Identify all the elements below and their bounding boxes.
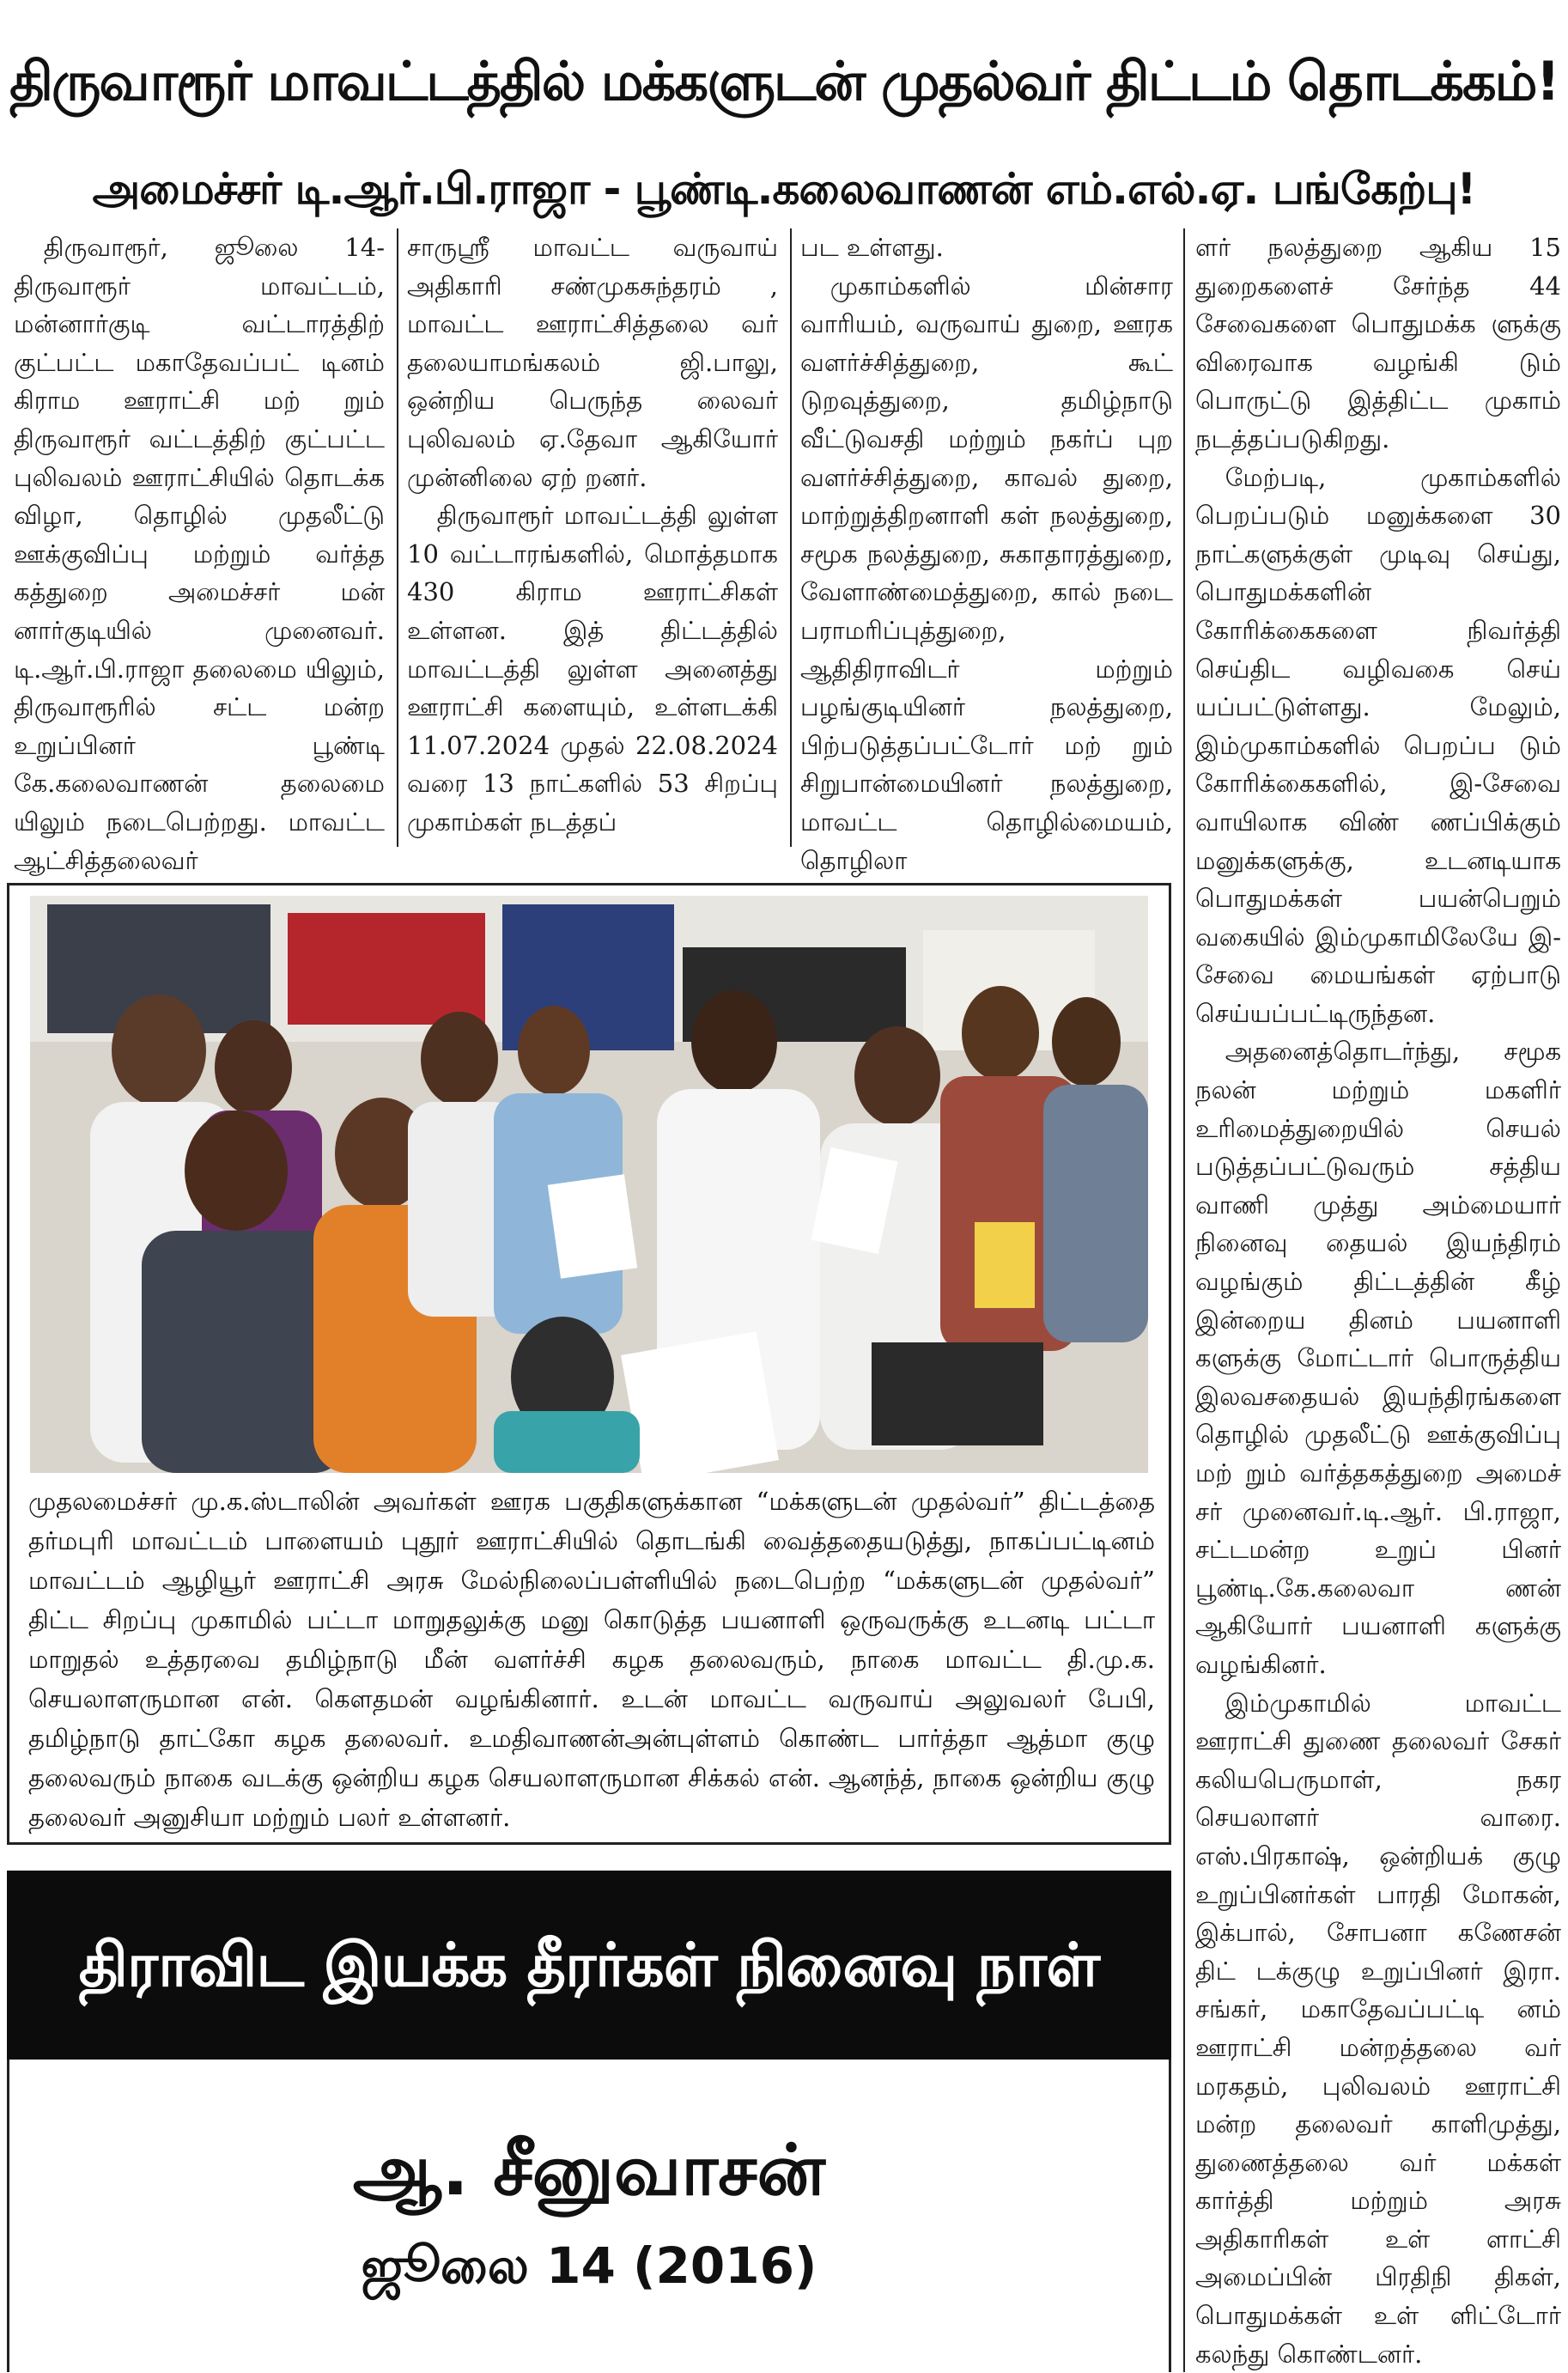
article-column-3 (800, 228, 1173, 875)
column-divider (790, 228, 792, 847)
crowd-photo-illustration (30, 896, 1148, 1473)
photo-box (7, 883, 1171, 1845)
news-photo (30, 896, 1148, 1473)
article-column-1 (14, 228, 385, 875)
memorial-name: ஆ. சீனுவாசன் (352, 2130, 826, 2212)
paragraph: இம்முகாமில் மாவட்ட ஊராட்சி துணை தலைவர் சேகர் கலியபெருமாள், நகர செயலாளர் வாரை. எஸ்.பிரகாஷ், ஒன்றியக் குழு உறுப்பினர்கள் பாரதி மோகன், இக்பால், சோபனா கணேசன் திட் டக்குழு உறுப்பினர் இரா. சங்கர், மகாதேவப்பட்டி னம் ஊராட்சி மன்றத்தலை வர் மரகதம், புலிவலம் ஊராட்சி மன்ற தலைவர் காளிமுத்து, துணைத்தலை வர் மக்கள் கார்த்தி மற்றும் அரசு அதிகாரிகள் உள் ளாட்சி அமைப்பின் பிரதிநி திகள், பொதுமக்கள் உள் ளிட்டோர் கலந்து கொண்டனர். (1195, 1688, 1561, 2369)
headline: திருவாரூர் மாவட்டத்தில் மக்களுடன் முதல்வர் திட்டம் தொடக்கம்! (9, 50, 1559, 113)
article-column-2 (407, 228, 778, 854)
column-divider (1183, 228, 1185, 2372)
paragraph: மேற்படி, முகாம்களில் பெறப்படும் மனுக்களை 30 நாட்களுக்குள் முடிவு செய்து, பொதுமக்களின் கோரிக்கைகளை நிவர்த்தி செய்திட வழிவகை செய் யப்பட்டுள்ளது. மேலும், இம்முகாம்களில் பெறப்ப டும் கோரிக்கைகளில், இ-சேவை வாயிலாக விண் ணப்பிக்கும் மனுக்களுக்கு, உடனடியாக பொதுமக்கள் பயன்பெறும் வகையில் இம்முகாமிலேயே இ-சேவை மையங்கள் ஏற்பாடு செய்யப்பட்டிருந்தன. (1195, 462, 1561, 1028)
memorial-banner: திராவிட இயக்க தீரர்கள் நினைவு நாள் (7, 1871, 1171, 2060)
paragraph: திருவாரூர் மாவட்டத்தி லுள்ள 10 வட்டாரங்களில், மொத்தமாக 430 கிராம ஊராட்சிகள் உள்ளன. இத் திட்டத்தில் மாவட்டத்தி லுள்ள அனைத்து ஊராட்சி களையும், உள்ளடக்கி 11.07.2024 முதல் 22.08.2024 வரை 13 நாட்களில் 53 சிறப்பு முகாம்கள் நடத்தப் (407, 501, 778, 837)
memorial-box (7, 2060, 1171, 2372)
paragraph: முகாம்களில் மின்சார வாரியம், வருவாய் துறை, ஊரக வளர்ச்சித்துறை, கூட் டுறவுத்துறை, தமிழ்நாடு வீட்டுவசதி மற்றும் நகர்ப் புற வளர்ச்சித்துறை, காவல் துறை, மாற்றுத்திறனாளி கள் நலத்துறை, சமூக நலத்துறை, சுகாதாரத்துறை, வேளாண்மைத்துறை, கால் நடை பராமரிப்புத்துறை, ஆதிதிராவிடர் மற்றும் பழங்குடியினர் நலத்துறை, பிற்படுத்தப்பட்டோர் மற் றும் சிறுபான்மையினர் நலத்துறை, மாவட்ட தொழில்மையம், தொழிலா (800, 271, 1173, 875)
paragraph: திருவாரூர், ஜூலை 14- திருவாரூர் மாவட்டம், மன்னார்குடி வட்டாரத்திற் குட்பட்ட மகாதேவப்பட் டினம் கிராம ஊராட்சி மற் றும் திருவாரூர் வட்டத்திற் குட்பட்ட புலிவலம் ஊராட்சியில் தொடக்க விழா, தொழில் முதலீட்டு ஊக்குவிப்பு மற்றும் வர்த்த கத்துறை அமைச்சர் மன் னார்குடியில் முனைவர். டி.ஆர்.பி.ராஜா தலைமை யிலும், திருவாரூரில் சட்ட மன்ற உறுப்பினர் பூண்டி கே.கலைவாணன் தலைமை யிலும் நடைபெற்றது. மாவட்ட ஆட்சித்தலைவர் (14, 233, 385, 875)
article-column-4 (1195, 228, 1561, 2372)
paragraph: சாருஸ்ரீ மாவட்ட வருவாய் அதிகாரி சண்முகசுந்தரம் , மாவட்ட ஊராட்சித்தலை வர் தலையாமங்கலம் ஜி.பாலு, ஒன்றிய பெருந்த லைவர் புலிவலம் ஏ.தேவா ஆகியோர் முன்னிலை ஏற் றனர். (407, 233, 778, 492)
paragraph: பட உள்ளது. (800, 233, 944, 262)
paragraph: ளர் நலத்துறை ஆகிய 15 துறைகளைச் சேர்ந்த 44 சேவைகளை பொதுமக்க ளுக்கு விரைவாக வழங்கி டும் பொருட்டு இத்திட்ட முகாம் நடத்தப்படுகிறது. (1195, 233, 1561, 453)
column-divider (397, 228, 398, 847)
paragraph: அதனைத்தொடர்ந்து, சமூக நலன் மற்றும் மகளிர் உரிமைத்துறையில் செயல் படுத்தப்பட்டுவரும் சத்திய வாணி முத்து அம்மையார் நினைவு தையல் இயந்திரம் வழங்கும் திட்டத்தின் கீழ் இன்றைய தினம் பயனாளி களுக்கு மோட்டார் பொருத்திய இலவசதையல் இயந்திரங்களை தொழில் முதலீட்டு ஊக்குவிப்பு மற் றும் வர்த்தகத்துறை அமைச் சர் முனைவர்.டி.ஆர். பி.ராஜா, சட்டமன்ற உறுப் பினர் பூண்டி.கே.கலைவா ணன் ஆகியோர் பயனாளி களுக்கு வழங்கினர். (1195, 1037, 1561, 1679)
subheadline: அமைச்சர் டி.ஆர்.பி.ராஜா - பூண்டி.கலைவாணன் எம்.எல்.ஏ. பங்கேற்பு! (92, 164, 1476, 214)
memorial-date: ஜூலை 14 (2016) (361, 2236, 817, 2295)
photo-caption: முதலமைச்சர் மு.க.ஸ்டாலின் அவர்கள் ஊரக பகுதிகளுக்கான “மக்களுடன் முதல்வர்” திட்டத்தை தர்மபுரி மாவட்டம் பாளையம் புதூர் ஊராட்சியில் தொடங்கி வைத்ததையடுத்து, நாகப்பட்டினம் மாவட்டம் ஆழியூர் ஊராட்சி அரசு மேல்நிலைப்பள்ளியில் நடைபெற்ற “மக்களுடன் முதல்வர்” திட்ட சிறப்பு முகாமில் பட்டா மாறுதலுக்கு மனு கொடுத்த பயனாளி ஒருவருக்கு உடனடி பட்டா மாறுதல் உத்தரவை தமிழ்நாடு மீன் வளர்ச்சி கழக தலைவரும், நாகை மாவட்ட தி.மு.க. செயலாளருமான என். கௌதமன் வழங்கினார். உடன் மாவட்ட வருவாய் அலுவலர் பேபி, தமிழ்நாடு தாட்கோ கழக தலைவர். உமதிவாணன்அன்புள்ளம் கொண்ட பார்த்தா ஆத்மா குழு தலைவரும் நாகை வடக்கு ஒன்றிய கழக செயலாளருமான சிக்கல் என். ஆனந்த், நாகை ஒன்றிய குழு தலைவர் அனுசியா மற்றும் பலர் உள்ளனர். (28, 1487, 1155, 1832)
